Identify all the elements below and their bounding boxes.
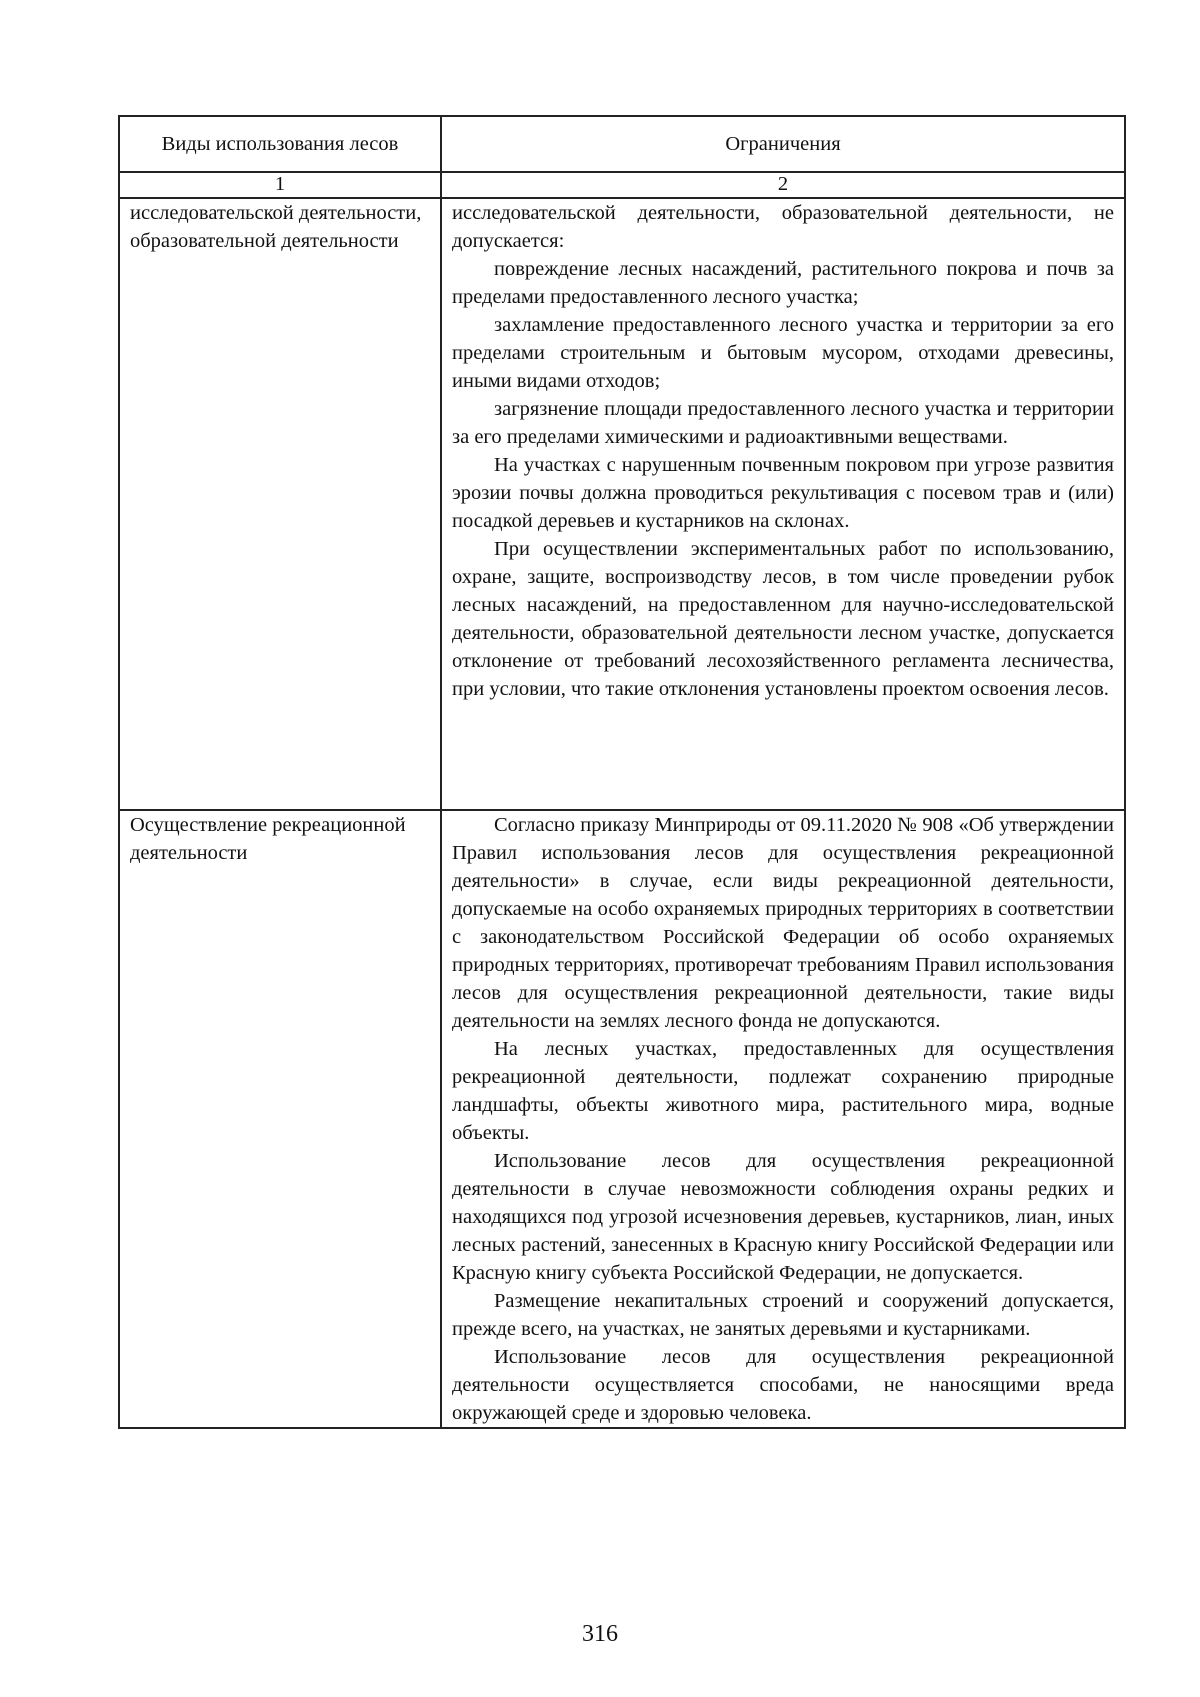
restrictions-table xyxy=(118,115,1126,1429)
restriction-paragraph: На лесных участках, предоставленных для осуществления рекреационной деятельности, подлежат сохранению природные ландшафты, объекты животного мира, растительного мира, водные объекты. xyxy=(452,1038,1114,1144)
column-number-1: 1 xyxy=(119,172,441,198)
restriction-paragraph: повреждение лесных насаждений, растительного покрова и почв за пределами предоставленного лесного участка; xyxy=(452,258,1114,308)
restriction-paragraph: Размещение некапитальных строений и сооружений допускается, прежде всего, на участках, не занятых деревьями и кустарниками. xyxy=(452,1290,1114,1340)
column-number-2: 2 xyxy=(441,172,1125,198)
restriction-paragraph: Использование лесов для осуществления рекреационной деятельности в случае невозможности соблюдения охраны редких и находящихся под угрозой исчезновения деревьев, кустарников, лиан, иных лесных растений, занесенных в Красную книгу Российской Федерации или Красную книгу субъекта Российской Федерации, не допускается. xyxy=(452,1150,1114,1284)
forest-use-type-cell: исследовательской деятельности, образовательной деятельности xyxy=(119,198,441,810)
restriction-paragraph: Использование лесов для осуществления рекреационной деятельности осуществляется способами, не наносящими вреда окружающей среде и здоровью человека. xyxy=(452,1346,1114,1424)
restriction-paragraph: На участках с нарушенным почвенным покровом при угрозе развития эрозии почвы должна проводиться рекультивация с посевом трав и (или) посадкой деревьев и кустарников на склонах. xyxy=(452,454,1114,532)
table-header-row xyxy=(119,116,1125,172)
restriction-paragraph: загрязнение площади предоставленного лесного участка и территории за его пределами химическими и радиоактивными веществами. xyxy=(452,398,1114,448)
forest-use-type-cell: Осуществление рекреационной деятельности xyxy=(119,810,441,1428)
restriction-paragraph: Согласно приказу Минприроды от 09.11.2020 № 908 «Об утверждении Правил использования лесов для осуществления рекреационной деятельности» в случае, если виды рекреационной деятельности, допускаемые на особо охраняемых природных территориях в соответствии с законодательством Российской Федерации об особо охраняемых природных территориях, противоречат требованиям Правил использования лесов для осуществления рекреационной деятельности, такие виды деятельности на землях лесного фонда не допускаются. xyxy=(452,814,1114,1032)
table-row xyxy=(119,198,1125,810)
restriction-paragraph: исследовательской деятельности, образовательной деятельности, не допускается: xyxy=(452,202,1114,252)
restriction-paragraph: При осуществлении экспериментальных работ по использованию, охране, защите, воспроизводству лесов, в том числе проведении рубок лесных насаждений, на предоставленном для научно-исследовательской деятельности, образовательной деятельности лесном участке, допускается отклонение от требований лесохозяйственного регламента лесничества, при условии, что такие отклонения установлены проектом освоения лесов. xyxy=(452,538,1114,700)
restriction-paragraph: захламление предоставленного лесного участка и территории за его пределами строительным и бытовым мусором, отходами древесины, иными видами отходов; xyxy=(452,314,1114,392)
header-restrictions: Ограничения xyxy=(441,116,1125,172)
table-row xyxy=(119,810,1125,1428)
restrictions-cell xyxy=(441,810,1125,1428)
header-forest-use-types: Виды использования лесов xyxy=(119,116,441,172)
column-numbers-row xyxy=(119,172,1125,198)
page-number: 316 xyxy=(582,1621,618,1647)
restrictions-cell xyxy=(441,198,1125,810)
